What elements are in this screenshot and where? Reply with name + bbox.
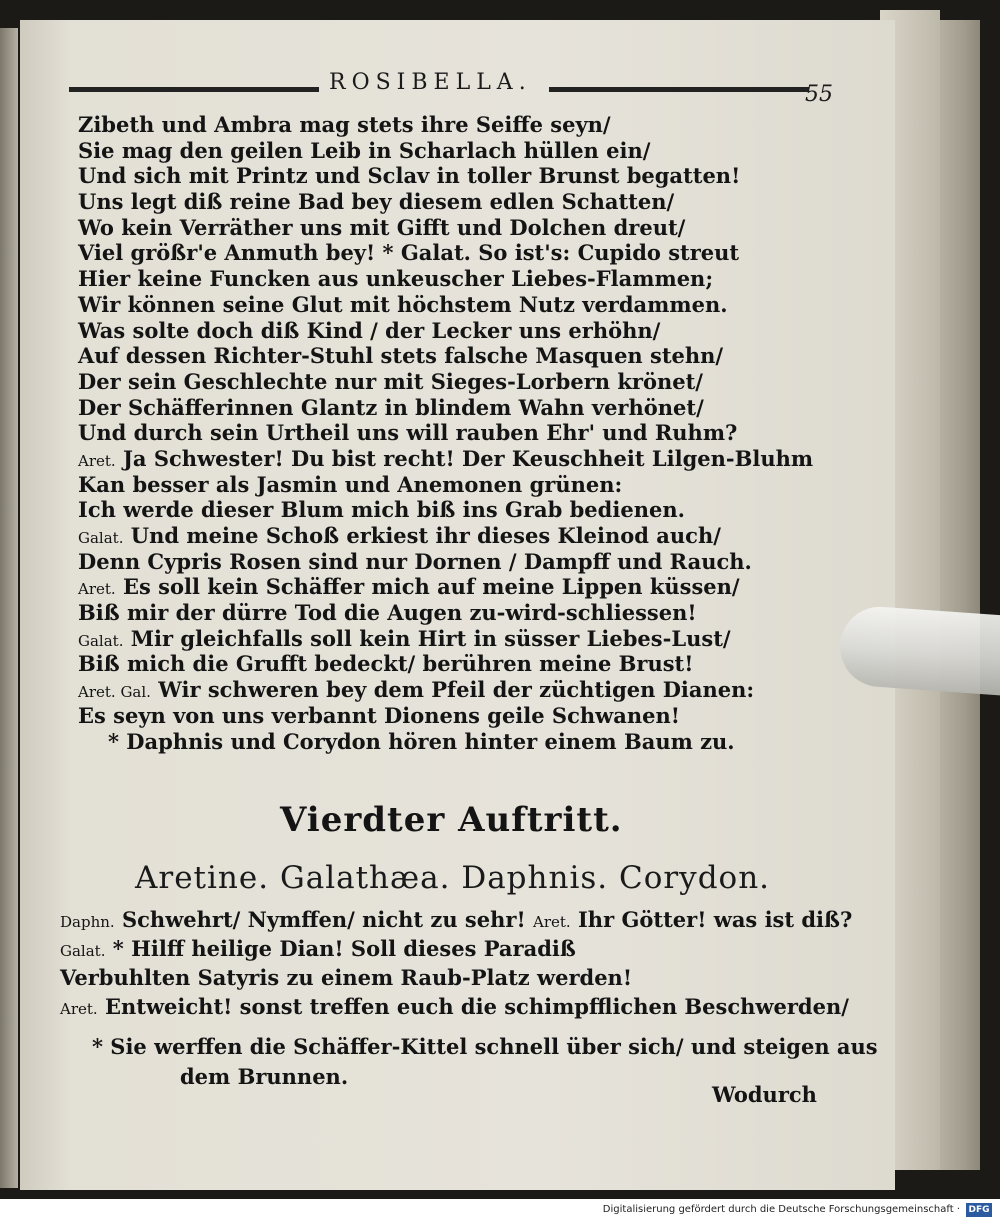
verse-text: Wir schweren bey dem Pfeil der züchtigen Dianen: bbox=[158, 677, 755, 703]
bookmark-tab bbox=[837, 604, 1000, 696]
verse-text: Biß mich die Grufft bedeckt/ berühren meine Brust! bbox=[78, 651, 694, 677]
verse-text: Kan besser als Jasmin und Anemonen grünen: bbox=[78, 471, 623, 497]
verse-line bbox=[78, 395, 868, 421]
dialogue-text: Schwehrt/ Nymffen/ nicht zu sehr! bbox=[121, 907, 526, 932]
running-head bbox=[69, 60, 829, 102]
verse-line bbox=[78, 626, 868, 652]
verse-line bbox=[78, 163, 868, 189]
head-rule-right bbox=[549, 87, 809, 92]
verse-line bbox=[78, 215, 868, 241]
head-rule-left bbox=[69, 87, 319, 92]
page-stack-edge bbox=[935, 20, 980, 1170]
speaker-label: Galat. bbox=[78, 631, 124, 650]
verse-text: Denn Cypris Rosen sind nur Dornen / Dampff und Rauch. bbox=[78, 548, 752, 574]
verse-text: Wo kein Verräther uns mit Gifft und Dolchen dreut/ bbox=[78, 214, 686, 240]
funding-notice: Digitalisierung gefördert durch die Deutsche Forschungsgemeinschaft · bbox=[602, 1204, 960, 1215]
stage-direction: dem Brunnen. bbox=[180, 1064, 349, 1089]
verse-line bbox=[78, 446, 868, 472]
verse-text: Es soll kein Schäffer mich auf meine Lippen küssen/ bbox=[123, 574, 740, 600]
verse-text: Auf dessen Richter-Stuhl stets falsche Masquen stehn/ bbox=[78, 343, 724, 369]
verse-line bbox=[78, 138, 868, 164]
dialogue-text: Verbuhlten Satyris zu einem Raub-Platz werden! bbox=[60, 965, 633, 990]
verse-line bbox=[78, 240, 868, 266]
verse-line bbox=[78, 472, 868, 498]
verse-line bbox=[78, 600, 868, 626]
adjacent-page-edge bbox=[0, 28, 18, 1188]
page-number: 55 bbox=[805, 82, 833, 107]
verse-text: Viel größr'e Anmuth bey! * Galat. So ist's: Cupido streut bbox=[78, 240, 740, 266]
verse-line bbox=[78, 266, 868, 292]
cast-list: Aretine. Galathæa. Daphnis. Corydon. bbox=[135, 860, 771, 896]
verse-text: Uns legt diß reine Bad bey diesem edlen Schatten/ bbox=[78, 189, 675, 215]
verse-line bbox=[78, 677, 868, 703]
verse-text: Wir können seine Glut mit höchstem Nutz verdammen. bbox=[78, 291, 728, 317]
verse-text: Und sich mit Printz und Sclav in toller Brunst begatten! bbox=[78, 163, 741, 189]
verse-text: Ich werde dieser Blum mich biß ins Grab bedienen. bbox=[78, 497, 685, 523]
dialogue-line bbox=[60, 992, 860, 1021]
verse-text: Biß mir der dürre Tod die Augen zu-wird-schliessen! bbox=[78, 600, 697, 626]
speaker-label: Galat. bbox=[78, 529, 124, 547]
verse-text: Ja Schwester! Du bist recht! Der Keuschheit Lilgen-Bluhm bbox=[123, 445, 814, 471]
catchword: Wodurch bbox=[712, 1082, 817, 1107]
verse-line bbox=[78, 318, 868, 344]
footer-bar bbox=[0, 1199, 1000, 1223]
dialogue-text: Entweicht! sonst treffen euch die schimpfflichen Beschwerden/ bbox=[105, 994, 849, 1019]
verse-text: Und meine Schoß erkiest ihr dieses Kleinod auch/ bbox=[130, 523, 721, 548]
dialogue-block bbox=[60, 905, 860, 1021]
dialogue-text: * Hilff heilige Dian! Soll dieses Paradiß bbox=[112, 936, 576, 961]
verse-block bbox=[78, 112, 868, 754]
speaker-label: Aret. bbox=[78, 451, 116, 470]
verse-line bbox=[78, 112, 868, 138]
verse-line bbox=[78, 369, 868, 395]
verse-line bbox=[78, 497, 868, 523]
verse-line bbox=[78, 292, 868, 318]
dialogue-line bbox=[60, 963, 860, 992]
verse-text: Und durch sein Urtheil uns will rauben Ehr' und Ruhm? bbox=[78, 420, 738, 446]
verse-text: Sie mag den geilen Leib in Scharlach hüllen ein/ bbox=[78, 137, 651, 163]
verse-text: Hier keine Funcken aus unkeuscher Liebes-Flammen; bbox=[78, 266, 714, 292]
verse-text: Zibeth und Ambra mag stets ihre Seiffe seyn/ bbox=[78, 112, 611, 137]
verse-text: Der sein Geschlechte nur mit Sieges-Lorbern krönet/ bbox=[78, 368, 703, 394]
dialogue-line bbox=[60, 934, 860, 963]
scene-title: Vierdter Auftritt. bbox=[280, 800, 623, 840]
verse-line bbox=[78, 574, 868, 600]
verse-text: Es seyn von uns verbannt Dionens geile Schwanen! bbox=[78, 702, 680, 728]
verse-text: Mir gleichfalls soll kein Hirt in süsser Liebes-Lust/ bbox=[130, 625, 731, 651]
stage-direction: * Daphnis und Corydon hören hinter einem Baum zu. bbox=[108, 728, 735, 754]
verse-text: Was solte doch diß Kind / der Lecker uns erhöhn/ bbox=[78, 317, 661, 343]
speaker-label: Aret. Gal. bbox=[78, 683, 151, 702]
verse-line bbox=[78, 189, 868, 215]
speaker-label: Aret. bbox=[532, 913, 571, 931]
verse-text: Der Schäfferinnen Glantz in blindem Wahn verhönet/ bbox=[78, 394, 704, 420]
speaker-label: Galat. bbox=[60, 942, 106, 960]
dialogue-text: Ihr Götter! was ist diß? bbox=[577, 907, 853, 932]
dialogue-line bbox=[60, 905, 860, 934]
speaker-label: Daphn. bbox=[60, 913, 115, 931]
verse-line bbox=[78, 343, 868, 369]
verse-line bbox=[78, 549, 868, 575]
verse-line bbox=[78, 651, 868, 677]
verse-line bbox=[78, 420, 868, 446]
speaker-label: Aret. bbox=[60, 1000, 98, 1018]
stage-direction: * Sie werffen die Schäffer-Kittel schnell über sich/ und steigen aus bbox=[92, 1034, 878, 1059]
running-head-title: ROSIBELLA. bbox=[329, 70, 532, 95]
dfg-logo: DFG bbox=[966, 1203, 992, 1217]
verse-line bbox=[78, 703, 868, 729]
verse-line bbox=[78, 523, 868, 549]
speaker-label: Aret. bbox=[78, 580, 116, 599]
